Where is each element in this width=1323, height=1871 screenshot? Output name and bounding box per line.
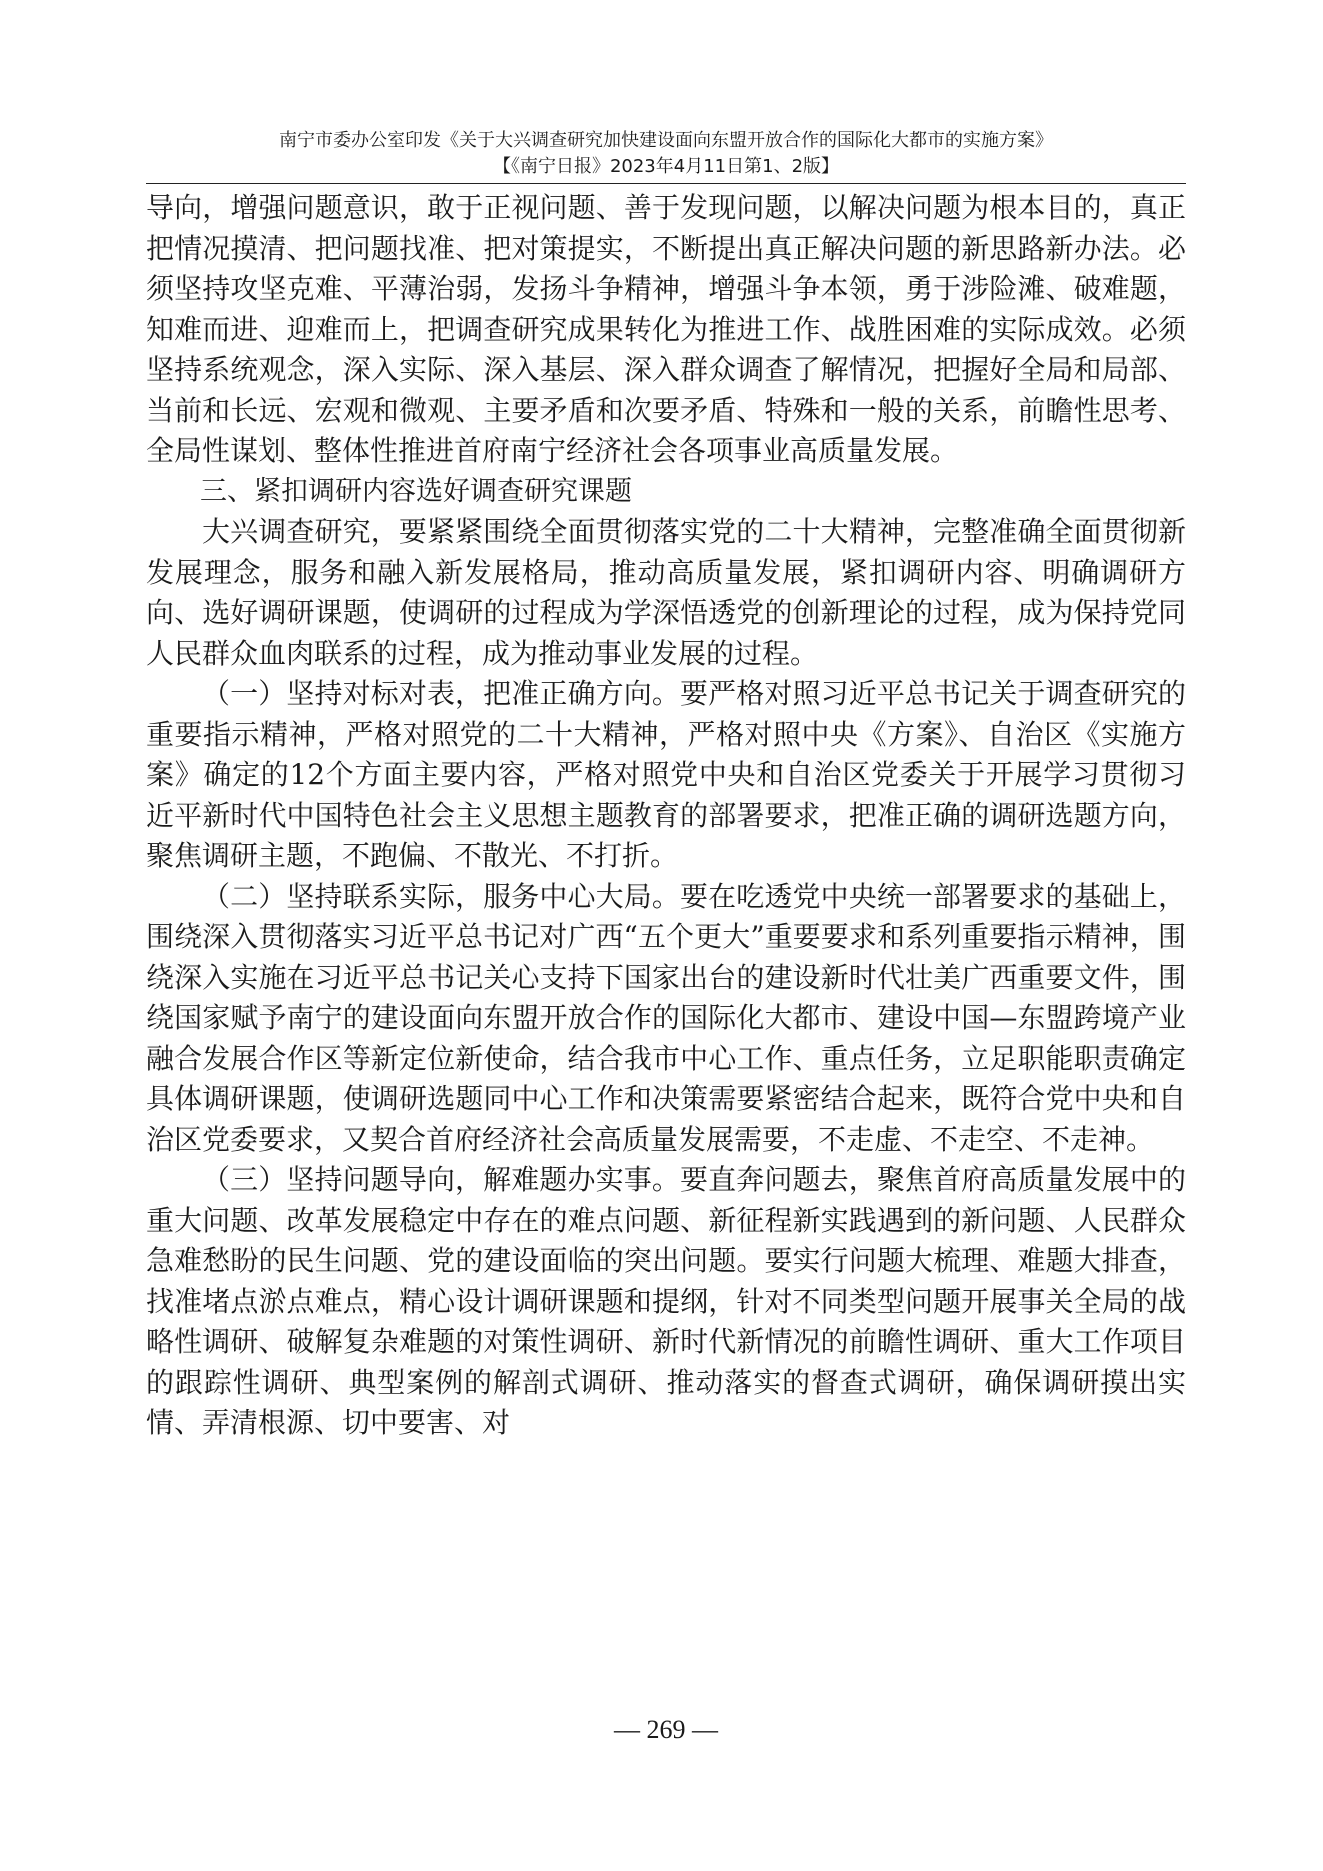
- paragraph-section-intro: 大兴调查研究，要紧紧围绕全面贯彻落实党的二十大精神，完整准确全面贯彻新发展理念，服务和融入新发展格局，推动高质量发展，紧扣调研内容、明确调研方向、选好调研课题，使调研的过程成为学深悟透党的创新理论的过程，成为保持党同人民群众血肉联系的过程，成为推动事业发展的过程。: [146, 515, 1186, 670]
- header-divider: [146, 183, 1186, 184]
- header-source: 【《南宁日报》2023年4月11日第1、2版】: [492, 156, 840, 177]
- page-number: — 269 —: [614, 1715, 718, 1744]
- paragraph-continuation: 导向，增强问题意识，敢于正视问题、善于发现问题，以解决问题为根本目的，真正把情况摸清、把问题找准、把对策提实，不断提出真正解决问题的新思路新办法。必须坚持攻坚克难、平薄治弱，发扬斗争精神，增强斗争本领，勇于涉险滩、破难题，知难而进、迎难而上，把调查研究成果转化为推进工作、战胜困难的实际成效。必须坚持系统观念，深入实际、深入基层、深入群众调查了解情况，把握好全局和局部、当前和长远、宏观和微观、主要矛盾和次要矛盾、特殊和一般的关系，前瞻性思考、全局性谋划、整体性推进首府南宁经济社会各项事业高质量发展。: [146, 191, 1186, 467]
- document-body: [146, 188, 1186, 1444]
- paragraph-item-two: （二）坚持联系实际，服务中心大局。要在吃透党中央统一部署要求的基础上，围绕深入贯彻落实习近平总书记对广西“五个更大”重要要求和系列重要指示精神，围绕深入实施在习近平总书记关心支持下国家出台的建设新时代壮美广西重要文件，围绕国家赋予南宁的建设面向东盟开放合作的国际化大都市、建设中国—东盟跨境产业融合发展合作区等新定位新使命，结合我市中心工作、重点任务，立足职能职责确定具体调研课题，使调研选题同中心工作和决策需要紧密结合起来，既符合党中央和自治区党委要求，又契合首府经济社会高质量发展需要，不走虚、不走空、不走神。: [146, 879, 1186, 1156]
- paragraph-item-one: （一）坚持对标对表，把准正确方向。要严格对照习近平总书记关于调查研究的重要指示精神，严格对照党的二十大精神，严格对照中央《方案》、自治区《实施方案》确定的12个方面主要内容，严格对照党中央和自治区党委关于开展学习贯彻习近平新时代中国特色社会主义思想主题教育的部署要求，把准正确的调研选题方向，聚焦调研主题，不跑偏、不散光、不打折。: [146, 677, 1186, 872]
- paragraph-item-three: （三）坚持问题导向，解难题办实事。要直奔问题去，聚焦首府高质量发展中的重大问题、改革发展稳定中存在的难点问题、新征程新实践遇到的新问题、人民群众急难愁盼的民生问题、党的建设面临的突出问题。要实行问题大梳理、难题大排查，找准堵点淤点难点，精心设计调研课题和提纲，针对不同类型问题开展事关全局的战略性调研、破解复杂难题的对策性调研、新时代新情况的前瞻性调研、重大工作项目的跟踪性调研、典型案例的解剖式调研、推动落实的督查式调研，确保调研摸出实情、弄清根源、切中要害、对: [146, 1163, 1186, 1439]
- document-header: [146, 128, 1186, 180]
- section-heading-three: 三、紧扣调研内容选好调查研究课题: [200, 475, 632, 507]
- header-title: 南宁市委办公室印发《关于大兴调查研究加快建设面向东盟开放合作的国际化大都市的实施方案》: [279, 130, 1053, 151]
